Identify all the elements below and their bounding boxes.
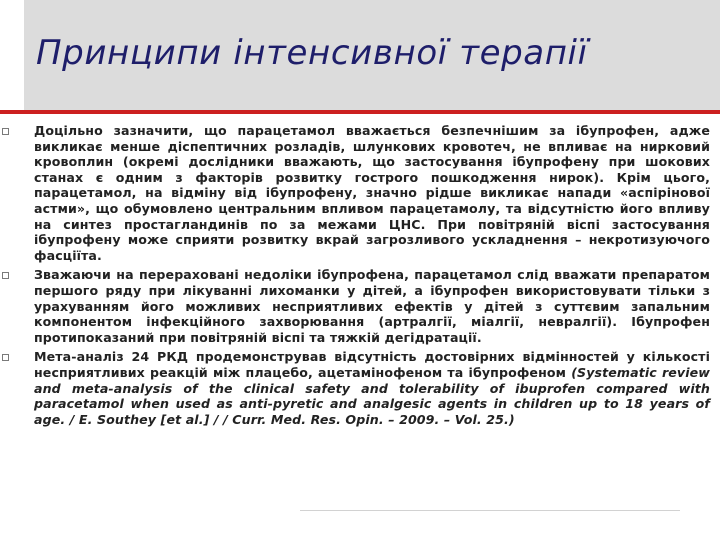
bullet-item (0, 349, 720, 427)
title-band-margin (0, 0, 24, 110)
square-bullet-icon (2, 354, 9, 361)
square-bullet-icon (2, 128, 9, 135)
bullet-text (34, 349, 710, 427)
bullet-text: Доцільно зазначити, що парацетамол вважається безпечнішим за ібупрофен, адже викликає менше діспептичних розладів, шлункових кровотеч, не впливає на нирковий кровоплин (окремі дослідники вважають, що застосування ібупрофену при шокових станах є одним з факторів розвитку гострого пошкодження нирок). Крім цього, парацетамол, на відміну від ібупрофену, значно рідше викликає напади «аспірінової астми», що обумовлено центральним впливом парацетамолу, та відсутністю його впливу на синтез простагландинів по за межами ЦНС. При повітряній віспі застосування ібупрофену може сприяти розвитку вкрай загрозливого ускладнення – некротизуючого фасціїта. (34, 123, 710, 263)
bullet-main-text: Мета-аналіз 24 РКД продемонстрував відсутність достовірних відмінностей у кількості несприятливих реакцій між плацебо, ацетамінофеном та ібупрофеном (34, 349, 710, 380)
slide-title: Принципи інтенсивної терапії (36, 33, 588, 73)
title-rule (0, 110, 720, 114)
bullet-item (0, 123, 720, 263)
square-bullet-icon (2, 272, 9, 279)
bullet-item (0, 267, 720, 345)
bullet-text: Зважаючи на перераховані недоліки ібупрофена, парацетамол слід вважати препаратом першого ряду при лікуванні лихоманки у дітей, а ібупрофен використовувати тільки з урахуванням його можливих несприятливих ефектів у дітей з суттєвим запальним компонентом інфекційного захворювання (артралгії, міалгії, невралгії). Ібупрофен протипоказаний при повітряній віспі та тяжкій дегідратації. (34, 267, 710, 345)
citation: (Systematic review and meta-analysis of the clinical safety and tolerability of ibuprofen compared with paracetamol when used as anti-pyretic and analgesic agents in children up to 18 years of age. / E. Southey [et al.] / / Curr. Med. Res. Opin. – 2009. – Vol. 25.) (34, 364, 711, 427)
bottom-rule (300, 510, 680, 511)
bullet-list (0, 123, 720, 431)
